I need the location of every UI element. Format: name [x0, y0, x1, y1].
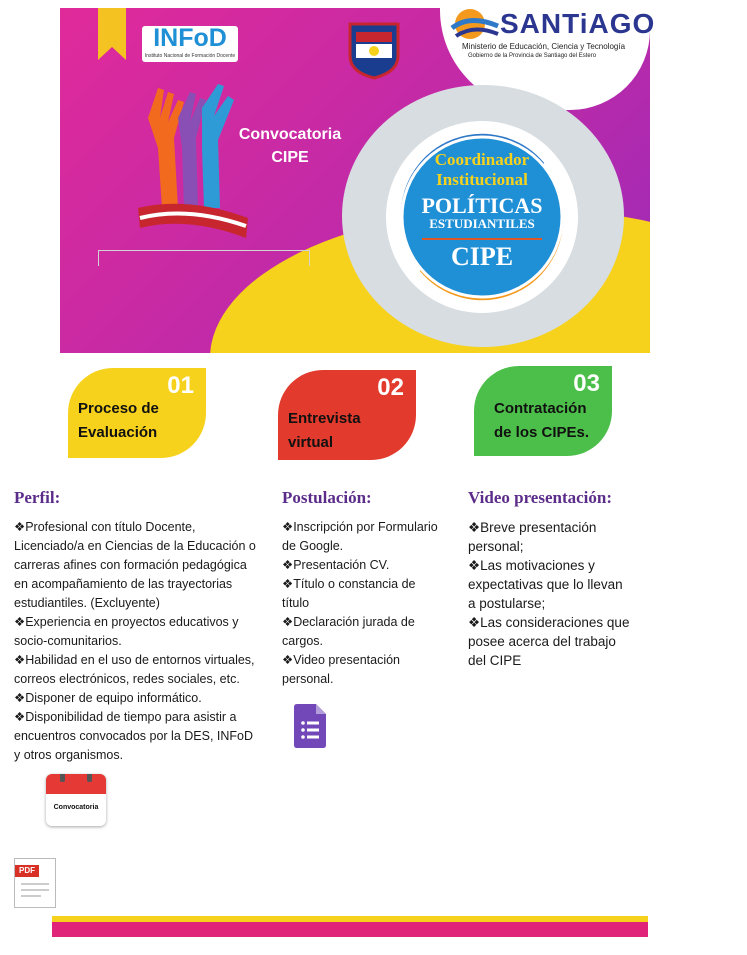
calendar-header	[46, 774, 106, 794]
perfil-line: correos electrónicos, redes sociales, etc.	[14, 672, 240, 686]
step-label-line2: Evaluación	[78, 424, 158, 441]
postulacion-line: título	[282, 596, 310, 610]
shield-icon	[346, 22, 402, 80]
postulacion-line: cargos.	[282, 634, 323, 648]
santiago-government-text: Gobierno de la Provincia de Santiago del Estero	[468, 53, 597, 59]
postulacion-line: personal.	[282, 672, 334, 686]
footer-bar-magenta	[52, 922, 648, 937]
perfil-line: ❖Habilidad en el uso de entornos virtuales,	[14, 653, 255, 667]
perfil-list	[14, 518, 256, 765]
infod-logo-subtitle: Instituto Nacional de Formación Docente	[144, 53, 236, 59]
santiago-sun-icon	[448, 6, 502, 42]
divider	[98, 250, 310, 266]
perfil-line: y otros organismos.	[14, 748, 124, 762]
step-number: 01	[167, 372, 194, 399]
perfil-line: ❖Experiencia en proyectos educativos y	[14, 615, 239, 629]
badge-line3: POLÍTICAS	[421, 193, 543, 218]
infod-logo-text: INFoD	[153, 24, 227, 52]
santiago-ministry-text: Ministerio de Educación, Ciencia y Tecnología	[462, 42, 626, 51]
step-number: 03	[573, 370, 600, 397]
postulacion-line: ❖Título o constancia de	[282, 577, 416, 591]
video-line: ❖Breve presentación	[468, 520, 597, 535]
badge-line2: Institucional	[436, 170, 528, 189]
perfil-line: Licenciado/a en Ciencias de la Educación o	[14, 539, 256, 553]
video-title: Video presentación:	[468, 488, 613, 507]
postulacion-line: ❖Video presentación	[282, 653, 400, 667]
video-line: del CIPE	[468, 653, 522, 668]
video-line: ❖Las consideraciones que	[468, 615, 630, 630]
postulacion-title: Postulación:	[282, 488, 372, 507]
video-list	[468, 518, 629, 670]
perfil-line: estudiantiles. (Excluyente)	[14, 596, 160, 610]
convocatoria-title: Convocatoria	[238, 126, 342, 143]
perfil-line: ❖Disponer de equipo informático.	[14, 691, 202, 705]
video-line: a postularse;	[468, 596, 546, 611]
calendar-ring	[60, 774, 65, 782]
perfil-title: Perfil:	[14, 488, 61, 507]
convocatoria-subtitle: CIPE	[271, 149, 309, 166]
pdf-label: PDF	[15, 865, 39, 877]
step-label-line1: Proceso de	[78, 400, 159, 417]
video-line: personal;	[468, 539, 524, 554]
video-line: expectativas que lo llevan	[468, 577, 623, 592]
step-label-line2: virtual	[288, 434, 334, 451]
pdf-line	[21, 895, 41, 897]
video-line: posee acerca del trabajo	[468, 634, 616, 649]
step-label-line2: de los CIPEs.	[494, 424, 590, 441]
perfil-line: encuentros convocados por la DES, INFoD	[14, 729, 254, 743]
calendar-ring	[87, 774, 92, 782]
step-label-line1: Entrevista	[288, 410, 361, 427]
postulacion-line: de Google.	[282, 539, 344, 553]
perfil-line: ❖Disponibilidad de tiempo para asistir a	[14, 710, 237, 724]
perfil-line: carreras afines con formación pedagógica	[14, 558, 247, 572]
perfil-line: en acompañamiento de las trayectorias	[14, 577, 233, 591]
perfil-line: ❖Profesional con título Docente,	[14, 520, 196, 534]
calendar-label: Convocatoria	[53, 804, 99, 811]
video-line: ❖Las motivaciones y	[468, 558, 595, 573]
step-number: 02	[377, 374, 404, 401]
pdf-file-icon[interactable]	[14, 858, 56, 908]
postulacion-list	[282, 518, 438, 689]
postulacion-line: ❖Declaración jurada de	[282, 615, 415, 629]
badge-line1: Coordinador	[434, 150, 530, 169]
badge-line4: ESTUDIANTILES	[429, 216, 535, 231]
santiago-logo-text: SANTiAGO	[500, 8, 656, 39]
calendar-icon[interactable]	[46, 774, 106, 826]
step-card-01	[68, 368, 206, 458]
step-card-02	[278, 370, 416, 460]
postulacion-line: ❖Inscripción por Formulario	[282, 520, 438, 534]
postulacion-line: ❖Presentación CV.	[282, 558, 390, 572]
step-card-03	[474, 366, 612, 456]
perfil-line: socio-comunitarios.	[14, 634, 122, 648]
badge-line5: CIPE	[450, 242, 514, 271]
google-forms-icon[interactable]	[294, 704, 326, 748]
step-label-line1: Contratación	[494, 400, 587, 417]
pdf-line	[21, 889, 49, 891]
pdf-line	[21, 883, 49, 885]
